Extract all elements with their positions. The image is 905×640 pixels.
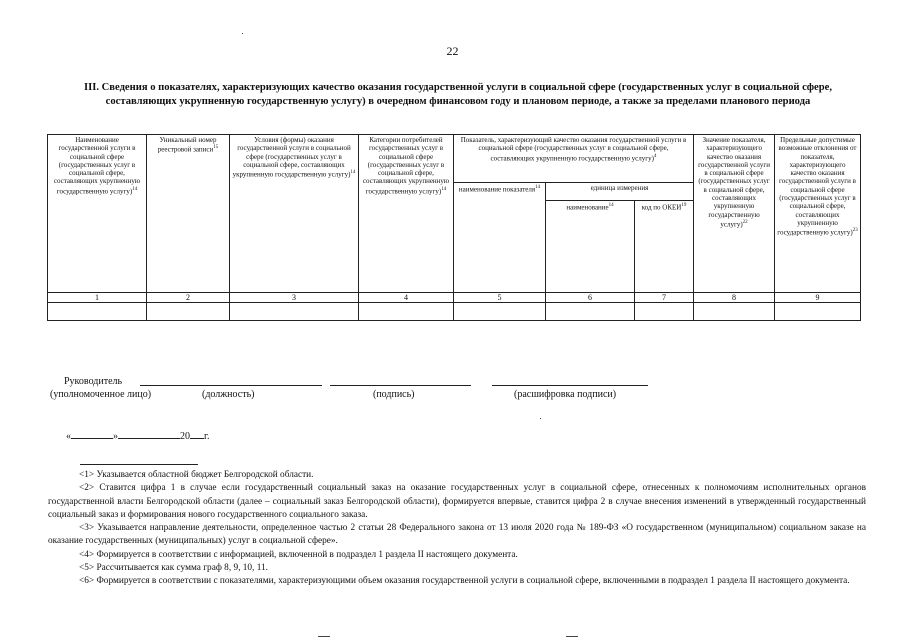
quality-indicators-table: [47, 134, 861, 321]
decode-caption: (расшифровка подписи): [514, 389, 617, 400]
column-number: 8: [694, 293, 775, 303]
footnote: <3> Указывается направление деятельности, определенное частью 2 статьи 28 Федерального закона от 13 июля 2020 года № 189-ФЗ «О государственном (муниципальном) социальном заказе на оказание государственных (муниципальных) услуг в социальной сфере».: [48, 523, 866, 547]
column-number: 5: [454, 293, 546, 303]
month-blank: [118, 429, 180, 439]
header-unit-name: наименование$^{14}$: [546, 201, 635, 293]
footnotes: [48, 469, 866, 589]
column-number: 4: [359, 293, 454, 303]
footnote: <6> Формируется в соответствии с показателями, характеризующими объем оказания государственной услуги в социальной сфере, включенными в подраздел 1 раздела II настоящего документа.: [79, 576, 850, 587]
header-consumer-categories: Категории потребителей государственных услуг в социальной сфере (государственных услуг в социальной сфере, составляющих укрупненную государственную услугу)$^{14}$: [359, 135, 454, 293]
column-number: 2: [147, 293, 230, 303]
footnote: <2> Ставится цифра 1 в случае если государственный социальный заказ на оказание государственных услуг в социальной сфере, отнесенных к полномочиям исполнительных органов государственной власти Белгородской области (далее – социальный заказ Белгородской области), формируется впервые, ставится цифра 2 в случае внесения изменений в утвержденный государственный социальный заказ и формирования нового государственного социального заказа.: [48, 483, 866, 520]
table-cell: [230, 303, 359, 321]
date-close-quote: »: [113, 431, 118, 442]
date-open-quote: «: [66, 431, 71, 442]
footnote: <5> Рассчитывается как сумма граф 8, 9, 10, 11.: [79, 563, 268, 574]
header-indicator-value: Значение показателя, характеризующего качество оказания государственной услуги в социальной сфере (государственных услуг в социальной сфере, составляющих укрупненную государственную услугу)$^{22}$: [694, 135, 775, 293]
page-number: 22: [446, 44, 459, 58]
position-caption: (должность): [202, 389, 255, 400]
header-okei-code: код по ОКЕИ$^{19}$: [635, 201, 694, 293]
day-blank: [71, 429, 113, 439]
column-number: 6: [546, 293, 635, 303]
header-quality-indicator-group: Показатель, характеризующий качество оказания государственной услуги в социальной сфере (государственных услуг в социальной сфере, составляющих укрупненную государственную услугу)$^4$: [454, 135, 694, 183]
scan-speck: [540, 418, 541, 419]
authorized-person-caption: (уполномоченное лицо): [50, 389, 152, 400]
header-service-name: Наименование государственной услуги в социальной сфере (государственных услуг в социальной сфере, составляющих укрупненную государственную услугу)$^{14}$: [48, 135, 147, 293]
table-cell: [147, 303, 230, 321]
table-cell: [48, 303, 147, 321]
footnote: <4> Формируется в соответствии с информацией, включенной в подраздел 1 раздела II настоящего документа.: [79, 549, 518, 560]
table-row: [48, 303, 861, 321]
footnote-separator: [80, 464, 198, 465]
signature-caption: (подпись): [373, 389, 415, 400]
table-cell: [635, 303, 694, 321]
table-cell: [694, 303, 775, 321]
signature-line: [330, 385, 471, 386]
header-unit-group: единица измерения: [546, 183, 694, 201]
scan-speck: [566, 636, 578, 637]
table-cell: [546, 303, 635, 321]
decode-line: [492, 385, 648, 386]
header-registry-number: Уникальный номер реестровой записи$^{15}$: [147, 135, 230, 293]
position-line: [140, 385, 322, 386]
column-number: 1: [48, 293, 147, 303]
column-number: 3: [230, 293, 359, 303]
header-conditions: Условия (формы) оказания государственной услуги в социальной сфере (государственных услуг в социальной сфере, составляющих укрупненную государственную услугу)$^{14}$: [230, 135, 359, 293]
column-numbers-row: [48, 293, 861, 303]
column-number: 7: [635, 293, 694, 303]
head-label: Руководитель: [64, 376, 123, 387]
footnote: <1> Указывается областной бюджет Белгородской области.: [79, 470, 314, 480]
scan-speck: [242, 33, 243, 34]
year-blank: [190, 429, 204, 439]
section-heading: III. Сведения о показателях, характеризующих качество оказания государственной услуги в социальной сфере (государственных услуг в социальной сфере, составляющих укрупненную государственную услугу) в очередном финансовом году и плановом периоде, а также за пределами планового периода: [83, 82, 833, 107]
column-number: 9: [775, 293, 861, 303]
date-line: [66, 429, 209, 442]
header-indicator-name: наименование показателя$^{14}$: [454, 183, 546, 293]
year-prefix: 20: [180, 431, 190, 442]
header-allowed-deviation: Предельные допустимые возможные отклонения от показателя, характеризующего качество оказания государственной услуги в социальной сфере (государственных услуг в социальной сфере, составляющих укрупненную государственную услугу)$^{23}$: [775, 135, 861, 293]
table-cell: [454, 303, 546, 321]
scan-speck: [318, 636, 330, 637]
table-cell: [775, 303, 861, 321]
table-cell: [359, 303, 454, 321]
year-suffix: г.: [204, 431, 210, 442]
